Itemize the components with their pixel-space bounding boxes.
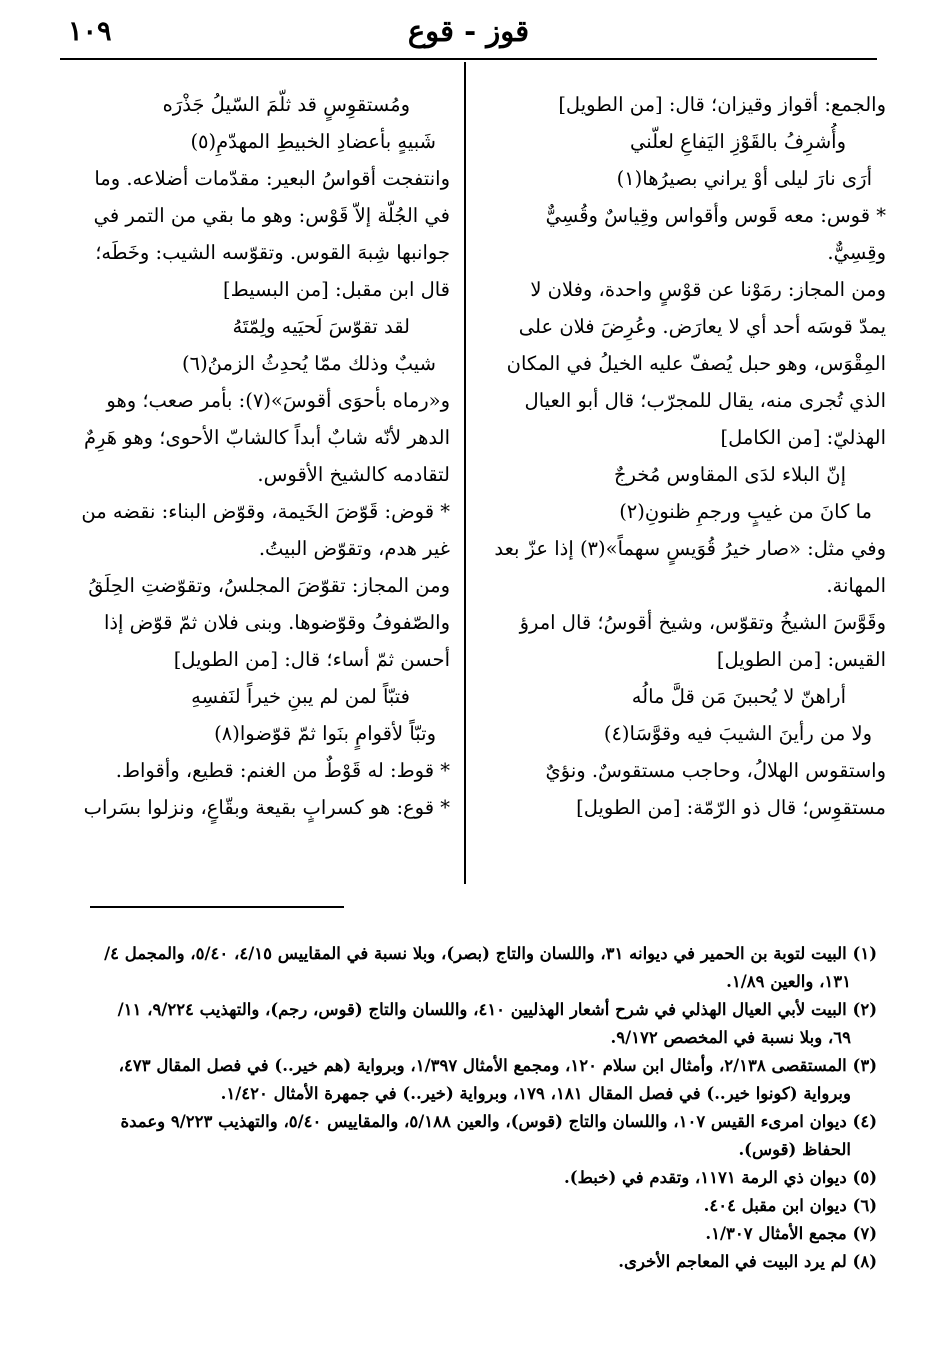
text-line: غير هدم، وتقوّض البيتُ. (258, 537, 450, 560)
footnotes (60, 940, 877, 1276)
verse-line: ومُستقوِسٍ قد ثلّمَ السّيلُ جَذْرَه (162, 93, 410, 116)
text-line: في الجُلّة إلاّ قَوْس: وهو ما بقي من التمر في (93, 204, 450, 227)
text-line: وفي مثل: «صار خيرُ قُوَيسٍ سهماً»(٣) إذا عزّ بعد (494, 537, 886, 560)
footnote-line: (٢) البيت لأبي العيال الهذلي في شرح أشعار الهذليين ٤١٠، واللسان والتاج (قوس، رجم)، والتهذيب ٩/٢٢٤، ١١/ (117, 1000, 877, 1019)
text-line: وانتفجت أقواسُ البعير: مقدّمات أضلاعه. وما (94, 167, 450, 190)
text-line: جوانبها شِبهَ القوس. وتقوّسه الشيب: وخَطَه؛ (95, 241, 450, 264)
footnote-line: ٦٩، وبلا نسبة في المخصص ٩/١٧٢. (610, 1028, 851, 1047)
text-line: * قوع: هو كسرابٍ بقيعة وبقّاعٍ، ونزلوا بسَراب (83, 796, 450, 819)
header-rule (60, 58, 877, 60)
text-line: لتقادمه كالشيخ الأقوس. (257, 463, 450, 486)
footnote-line: (٨) لم يرد البيت في المعاجم الأخرى. (618, 1252, 877, 1271)
page-header (30, 14, 907, 58)
footnote-line: (٦) ديوان ابن مقبل ٤٠٤. (703, 1196, 877, 1215)
footnote-line: (١) البيت لتوبة بن الحمير في ديوانه ٣١، واللسان والتاج (بصر)، وبلا نسبة في المقاييس ٤/١٥، ٥/٤٠، والمجمل ٤/ (104, 944, 877, 963)
right-column (488, 86, 886, 826)
text-line: * قوض: قَوّضَ الخَيمة، وقوّض البناء: نقضه من (81, 500, 450, 523)
text-line: ومن المجاز: تقوّضَ المجلسُ، وتقوّضتِ الحِلَقُ (88, 574, 450, 597)
page-number: ١٠٩ (68, 16, 112, 47)
text-line: وقِسِيٌّ. (827, 241, 886, 264)
text-line: واستقوس الهلالُ، وحاجب مستقوسٌ. ونؤيٌ (545, 759, 886, 782)
verse-line: شَبيهٍ بأعضادِ الخبيطِ المهدّمِ(٥) (190, 130, 436, 153)
left-column (52, 86, 450, 826)
column-divider (464, 62, 466, 884)
footnote-line: (٥) ديوان ذي الرمة ١١٧١، وتقدم في (خبط). (564, 1168, 877, 1187)
text-line: وقَوَّسَ الشيخُ وتقوّس، وشيخ أقوسُ؛ قال امرؤ (519, 611, 886, 634)
footnote-rule (90, 906, 344, 908)
text-line: الدهر لأنّه شابٌ أبداً كالشابّ الأحوى؛ وهو هَرِمٌ (83, 426, 450, 449)
verse-line: وتبّاً لأقوامٍ بنَوا ثمّ قوّضوا(٨) (214, 722, 436, 745)
text-line: و«رماه بأحوَى أقوسَ»(٧): بأمر صعب؛ وهو (106, 389, 450, 412)
text-line: الذي تُجرى منه، يقال للمجرّب؛ قال أبو العيال (524, 389, 886, 412)
text-line: القيس: [من الطويل] (716, 648, 886, 671)
verse-line: أراهنّ لا يُحببنَ مَن قلَّ مالُه (631, 685, 846, 708)
footnote-line: ١٣١، والعين ١/٨٩. (726, 972, 851, 991)
verse-line: ولا من رأينَ الشيبَ فيه وقوَّسَا(٤) (603, 722, 872, 745)
verse-line: لقد تقوّسَ لَحيَيه ولِمّتَهُ (232, 315, 410, 338)
text-line: يمدّ قوسَه أحد أي لا يعارَض. وعُرِضَ فلان على (518, 315, 886, 338)
text-line: ومن المجاز: رمَوْنا عن قوْسٍ واحدة، وفلان لا (530, 278, 886, 301)
verse-line: أرَى نارَ ليلى أوْ يراني بصيرُها(١) (616, 167, 872, 190)
text-line: المهانة. (826, 574, 886, 597)
text-line: مستقوِس؛ قال ذو الرّمّة: [من الطويل] (576, 796, 886, 819)
footnote-line: وبرواية (كونوا خير..) في فصل المقال ١٨١، ١٧٩، وبرواية (خير..) في جمهرة الأمثال ١/٤٢٠. (220, 1084, 851, 1103)
text-line: أحسن ثمّ أساء؛ قال: [من الطويل] (173, 648, 450, 671)
text-line: * قوس: معه قَوس وأقواس وقِياسٌ وقُسِيٌّ (545, 204, 886, 227)
text-line: الهذليّ: [من الكامل] (720, 426, 886, 449)
text-line: * قوط: له قَوْطٌ من الغنم: قطيع، وأقواط. (115, 759, 450, 782)
verse-line: فتبّاً لمن لم يبنِ خيراً لنَفسِهِ (191, 685, 410, 708)
footnote-line: الحفاظ (قوس). (738, 1140, 851, 1159)
verse-line: شيبٌ وذلك ممّا يُحدِثُ الزمنُ(٦) (181, 352, 436, 375)
page-title: قوز - قوع (407, 14, 530, 48)
footnote-line: (٧) مجمع الأمثال ١/٣٠٧. (705, 1224, 877, 1243)
text-line: والجمع: أقواز وقيزان؛ قال: [من الطويل] (558, 93, 886, 116)
footnote-line: (٤) ديوان امرىء القيس ١٠٧، واللسان والتاج (قوس)، والعين ٥/١٨٨، والمقاييس ٥/٤٠، والتهذيب ٩/٢٢٣ وعمدة (120, 1112, 877, 1131)
verse-line: ما كانَ من غيبٍ ورجمِ ظنونِ(٢) (619, 500, 872, 523)
text-line: والصّفوفُ وقوّضوها. وبنى فلان ثمّ قوّض إذا (103, 611, 450, 634)
verse-line: وأُشرِفُ بالقَوْزِ اليَفاعِ لعلّني (629, 130, 846, 153)
text-line: المِقْوَس، وهو حبل يُصفّ عليه الخيلُ في المكان (506, 352, 886, 375)
verse-line: إنّ البلاء لدَى المقاوس مُخرجٌ (613, 463, 846, 486)
footnote-line: (٣) المستقصى ٢/١٣٨، وأمثال ابن سلام ١٢٠، ومجمع الأمثال ١/٣٩٧، وبرواية (هم خير..) في فصل المقال ٤٧٣، (118, 1056, 877, 1075)
text-line: قال ابن مقبل: [من البسيط] (223, 278, 450, 301)
